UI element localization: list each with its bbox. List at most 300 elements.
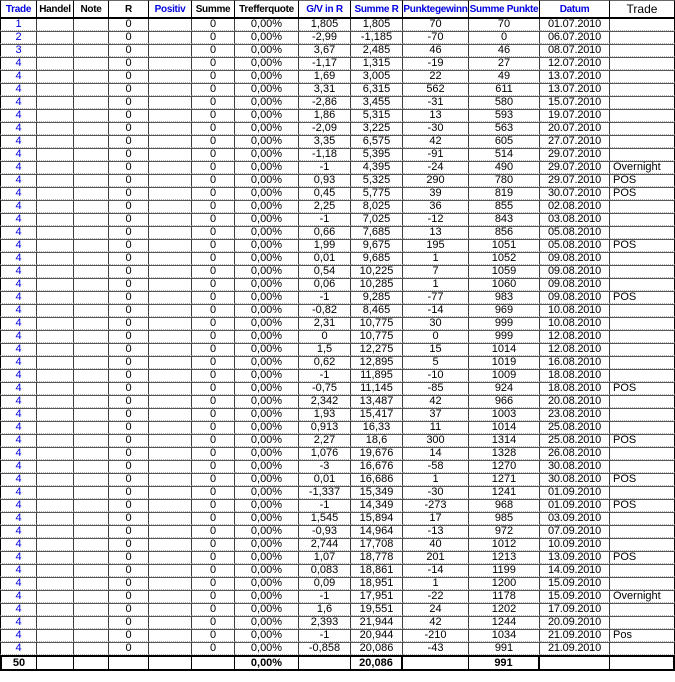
cell-positiv[interactable] xyxy=(149,551,192,564)
cell-trade[interactable]: 4 xyxy=(0,343,37,356)
cell-datum[interactable]: 01.09.2010 xyxy=(540,499,610,512)
cell-trade-type[interactable] xyxy=(610,486,675,499)
cell-punktegewinn[interactable]: 195 xyxy=(403,239,469,252)
cell-summe[interactable]: 0 xyxy=(192,57,235,70)
cell-handel[interactable] xyxy=(37,44,74,57)
cell-summe[interactable]: 0 xyxy=(192,551,235,564)
cell-datum[interactable]: 03.08.2010 xyxy=(540,213,610,226)
cell-note[interactable] xyxy=(74,291,109,304)
cell-positiv[interactable] xyxy=(149,577,192,590)
header-positiv[interactable]: Positiv xyxy=(149,0,192,19)
cell-trade[interactable]: 4 xyxy=(0,200,37,213)
cell-handel[interactable] xyxy=(37,629,74,642)
cell-note[interactable] xyxy=(74,395,109,408)
cell-trade-type[interactable] xyxy=(610,330,675,343)
cell-trefferquote[interactable]: 0,00% xyxy=(235,512,299,525)
cell-summe-r[interactable]: 5,775 xyxy=(351,187,403,200)
cell-gv-in-r[interactable]: -2,86 xyxy=(299,96,351,109)
cell-trade-type[interactable] xyxy=(610,460,675,473)
cell-trefferquote[interactable]: 0,00% xyxy=(235,317,299,330)
cell-summe-punkte[interactable]: 1270 xyxy=(469,460,540,473)
cell-handel[interactable] xyxy=(37,19,74,31)
cell-handel[interactable] xyxy=(37,96,74,109)
cell-r[interactable]: 0 xyxy=(109,70,149,83)
cell-positiv[interactable] xyxy=(149,19,192,31)
cell-trefferquote[interactable]: 0,00% xyxy=(235,96,299,109)
cell-punktegewinn[interactable]: 1 xyxy=(403,278,469,291)
cell-datum[interactable]: 13.09.2010 xyxy=(540,551,610,564)
cell-gv-in-r[interactable]: -0,93 xyxy=(299,525,351,538)
header-note[interactable]: Note xyxy=(74,0,109,19)
cell-trade[interactable]: 4 xyxy=(0,252,37,265)
cell-trade-type[interactable] xyxy=(610,304,675,317)
cell-trade-type[interactable] xyxy=(610,213,675,226)
cell-gv-in-r[interactable]: -2,99 xyxy=(299,31,351,44)
cell-trefferquote[interactable]: 0,00% xyxy=(235,538,299,551)
cell-trefferquote[interactable]: 0,00% xyxy=(235,19,299,31)
cell-punktegewinn[interactable]: 1 xyxy=(403,252,469,265)
cell-punktegewinn[interactable]: -14 xyxy=(403,564,469,577)
cell-trade[interactable]: 1 xyxy=(0,19,37,31)
total-positiv[interactable] xyxy=(149,655,192,671)
cell-trade-type[interactable] xyxy=(610,317,675,330)
cell-punktegewinn[interactable]: 22 xyxy=(403,70,469,83)
cell-summe-r[interactable]: 5,315 xyxy=(351,109,403,122)
cell-datum[interactable]: 02.08.2010 xyxy=(540,200,610,213)
cell-trefferquote[interactable]: 0,00% xyxy=(235,187,299,200)
cell-summe-r[interactable]: 3,005 xyxy=(351,70,403,83)
cell-r[interactable]: 0 xyxy=(109,187,149,200)
cell-gv-in-r[interactable]: 0,66 xyxy=(299,226,351,239)
header-trade[interactable]: Trade xyxy=(0,0,37,19)
cell-summe-r[interactable]: 10,775 xyxy=(351,330,403,343)
cell-summe-punkte[interactable]: 999 xyxy=(469,330,540,343)
cell-punktegewinn[interactable]: 201 xyxy=(403,551,469,564)
cell-note[interactable] xyxy=(74,330,109,343)
cell-summe-r[interactable]: 13,487 xyxy=(351,395,403,408)
cell-punktegewinn[interactable]: 1 xyxy=(403,577,469,590)
cell-trade[interactable]: 4 xyxy=(0,369,37,382)
cell-summe[interactable]: 0 xyxy=(192,317,235,330)
cell-summe-punkte[interactable]: 1178 xyxy=(469,590,540,603)
cell-datum[interactable]: 01.09.2010 xyxy=(540,486,610,499)
cell-punktegewinn[interactable]: 42 xyxy=(403,395,469,408)
cell-punktegewinn[interactable]: 13 xyxy=(403,226,469,239)
cell-summe[interactable]: 0 xyxy=(192,187,235,200)
cell-datum[interactable]: 09.08.2010 xyxy=(540,278,610,291)
cell-datum[interactable]: 13.07.2010 xyxy=(540,70,610,83)
header-gv-in-r[interactable]: G/V in R xyxy=(299,0,351,19)
cell-trefferquote[interactable]: 0,00% xyxy=(235,304,299,317)
cell-punktegewinn[interactable]: -10 xyxy=(403,369,469,382)
cell-trade[interactable]: 4 xyxy=(0,213,37,226)
cell-r[interactable]: 0 xyxy=(109,317,149,330)
cell-punktegewinn[interactable]: -85 xyxy=(403,382,469,395)
cell-summe-r[interactable]: 1,315 xyxy=(351,57,403,70)
cell-trade[interactable]: 4 xyxy=(0,629,37,642)
cell-datum[interactable]: 03.09.2010 xyxy=(540,512,610,525)
cell-positiv[interactable] xyxy=(149,499,192,512)
cell-r[interactable]: 0 xyxy=(109,19,149,31)
cell-note[interactable] xyxy=(74,122,109,135)
cell-positiv[interactable] xyxy=(149,616,192,629)
cell-datum[interactable]: 12.07.2010 xyxy=(540,57,610,70)
cell-r[interactable]: 0 xyxy=(109,161,149,174)
cell-punktegewinn[interactable]: -19 xyxy=(403,57,469,70)
cell-summe[interactable]: 0 xyxy=(192,135,235,148)
cell-handel[interactable] xyxy=(37,239,74,252)
cell-note[interactable] xyxy=(74,356,109,369)
cell-positiv[interactable] xyxy=(149,395,192,408)
cell-note[interactable] xyxy=(74,226,109,239)
cell-trade-type[interactable]: POS xyxy=(610,187,675,200)
cell-handel[interactable] xyxy=(37,473,74,486)
cell-note[interactable] xyxy=(74,70,109,83)
cell-handel[interactable] xyxy=(37,200,74,213)
cell-handel[interactable] xyxy=(37,538,74,551)
cell-note[interactable] xyxy=(74,265,109,278)
cell-note[interactable] xyxy=(74,499,109,512)
cell-gv-in-r[interactable]: 0,93 xyxy=(299,174,351,187)
cell-gv-in-r[interactable]: 0,913 xyxy=(299,421,351,434)
cell-trade-type[interactable]: POS xyxy=(610,239,675,252)
cell-datum[interactable]: 26.08.2010 xyxy=(540,447,610,460)
cell-gv-in-r[interactable]: 3,31 xyxy=(299,83,351,96)
cell-handel[interactable] xyxy=(37,161,74,174)
cell-trefferquote[interactable]: 0,00% xyxy=(235,564,299,577)
cell-trade[interactable]: 4 xyxy=(0,304,37,317)
cell-datum[interactable]: 23.08.2010 xyxy=(540,408,610,421)
cell-positiv[interactable] xyxy=(149,200,192,213)
cell-positiv[interactable] xyxy=(149,434,192,447)
cell-handel[interactable] xyxy=(37,642,74,655)
cell-summe-r[interactable]: 8,025 xyxy=(351,200,403,213)
cell-r[interactable]: 0 xyxy=(109,629,149,642)
cell-summe[interactable]: 0 xyxy=(192,590,235,603)
cell-gv-in-r[interactable]: 0,09 xyxy=(299,577,351,590)
cell-gv-in-r[interactable]: -1 xyxy=(299,369,351,382)
cell-datum[interactable]: 01.07.2010 xyxy=(540,19,610,31)
cell-gv-in-r[interactable]: -3 xyxy=(299,460,351,473)
cell-r[interactable]: 0 xyxy=(109,525,149,538)
cell-note[interactable] xyxy=(74,447,109,460)
cell-positiv[interactable] xyxy=(149,343,192,356)
cell-summe-r[interactable]: 9,285 xyxy=(351,291,403,304)
cell-datum[interactable]: 25.08.2010 xyxy=(540,434,610,447)
cell-summe[interactable]: 0 xyxy=(192,226,235,239)
cell-handel[interactable] xyxy=(37,187,74,200)
cell-summe[interactable]: 0 xyxy=(192,525,235,538)
cell-datum[interactable]: 14.09.2010 xyxy=(540,564,610,577)
cell-positiv[interactable] xyxy=(149,421,192,434)
cell-trade-type[interactable] xyxy=(610,135,675,148)
cell-r[interactable]: 0 xyxy=(109,395,149,408)
cell-summe[interactable]: 0 xyxy=(192,577,235,590)
cell-datum[interactable]: 15.07.2010 xyxy=(540,96,610,109)
cell-punktegewinn[interactable]: -91 xyxy=(403,148,469,161)
cell-handel[interactable] xyxy=(37,252,74,265)
cell-handel[interactable] xyxy=(37,174,74,187)
cell-note[interactable] xyxy=(74,317,109,330)
cell-datum[interactable]: 20.08.2010 xyxy=(540,395,610,408)
cell-summe-r[interactable]: 4,395 xyxy=(351,161,403,174)
cell-summe[interactable]: 0 xyxy=(192,382,235,395)
cell-summe-punkte[interactable]: 855 xyxy=(469,200,540,213)
cell-trefferquote[interactable]: 0,00% xyxy=(235,486,299,499)
cell-r[interactable]: 0 xyxy=(109,356,149,369)
cell-summe-r[interactable]: 18,861 xyxy=(351,564,403,577)
cell-r[interactable]: 0 xyxy=(109,447,149,460)
cell-trade[interactable]: 4 xyxy=(0,122,37,135)
cell-datum[interactable]: 12.08.2010 xyxy=(540,330,610,343)
cell-summe-punkte[interactable]: 1060 xyxy=(469,278,540,291)
cell-summe[interactable]: 0 xyxy=(192,447,235,460)
cell-trade[interactable]: 4 xyxy=(0,265,37,278)
cell-summe[interactable]: 0 xyxy=(192,265,235,278)
cell-handel[interactable] xyxy=(37,577,74,590)
cell-punktegewinn[interactable]: 39 xyxy=(403,187,469,200)
cell-trefferquote[interactable]: 0,00% xyxy=(235,239,299,252)
cell-trefferquote[interactable]: 0,00% xyxy=(235,369,299,382)
cell-handel[interactable] xyxy=(37,382,74,395)
cell-summe-r[interactable]: 6,575 xyxy=(351,135,403,148)
cell-note[interactable] xyxy=(74,304,109,317)
cell-positiv[interactable] xyxy=(149,187,192,200)
cell-summe-punkte[interactable]: 843 xyxy=(469,213,540,226)
cell-summe-punkte[interactable]: 611 xyxy=(469,83,540,96)
cell-handel[interactable] xyxy=(37,356,74,369)
cell-note[interactable] xyxy=(74,525,109,538)
cell-r[interactable]: 0 xyxy=(109,200,149,213)
cell-note[interactable] xyxy=(74,421,109,434)
cell-trefferquote[interactable]: 0,00% xyxy=(235,83,299,96)
cell-summe-punkte[interactable]: 1213 xyxy=(469,551,540,564)
cell-r[interactable]: 0 xyxy=(109,122,149,135)
cell-trefferquote[interactable]: 0,00% xyxy=(235,629,299,642)
cell-gv-in-r[interactable]: -0,858 xyxy=(299,642,351,655)
total-r[interactable] xyxy=(109,655,149,671)
cell-punktegewinn[interactable]: -22 xyxy=(403,590,469,603)
cell-r[interactable]: 0 xyxy=(109,577,149,590)
cell-summe-r[interactable]: 3,225 xyxy=(351,122,403,135)
cell-trade[interactable]: 4 xyxy=(0,408,37,421)
cell-positiv[interactable] xyxy=(149,525,192,538)
header-punktegewinn[interactable]: Punktegewinn xyxy=(403,0,469,19)
cell-positiv[interactable] xyxy=(149,291,192,304)
cell-gv-in-r[interactable]: -0,82 xyxy=(299,304,351,317)
cell-r[interactable]: 0 xyxy=(109,278,149,291)
cell-summe-r[interactable]: 18,951 xyxy=(351,577,403,590)
cell-summe-punkte[interactable]: 1051 xyxy=(469,239,540,252)
cell-trefferquote[interactable]: 0,00% xyxy=(235,395,299,408)
cell-summe[interactable]: 0 xyxy=(192,642,235,655)
cell-gv-in-r[interactable]: 0,06 xyxy=(299,278,351,291)
cell-positiv[interactable] xyxy=(149,252,192,265)
cell-datum[interactable]: 15.09.2010 xyxy=(540,590,610,603)
cell-gv-in-r[interactable]: -1 xyxy=(299,590,351,603)
cell-r[interactable]: 0 xyxy=(109,434,149,447)
cell-datum[interactable]: 29.07.2010 xyxy=(540,161,610,174)
cell-summe-punkte[interactable]: 70 xyxy=(469,19,540,31)
cell-datum[interactable]: 12.08.2010 xyxy=(540,343,610,356)
cell-trade[interactable]: 4 xyxy=(0,603,37,616)
cell-positiv[interactable] xyxy=(149,382,192,395)
cell-punktegewinn[interactable]: -77 xyxy=(403,291,469,304)
cell-summe[interactable]: 0 xyxy=(192,486,235,499)
cell-summe-punkte[interactable]: 983 xyxy=(469,291,540,304)
cell-positiv[interactable] xyxy=(149,109,192,122)
cell-summe[interactable]: 0 xyxy=(192,19,235,31)
cell-positiv[interactable] xyxy=(149,447,192,460)
cell-positiv[interactable] xyxy=(149,31,192,44)
cell-gv-in-r[interactable]: 2,393 xyxy=(299,616,351,629)
cell-punktegewinn[interactable]: 70 xyxy=(403,19,469,31)
cell-gv-in-r[interactable]: 0,083 xyxy=(299,564,351,577)
cell-summe-punkte[interactable]: 856 xyxy=(469,226,540,239)
cell-summe[interactable]: 0 xyxy=(192,122,235,135)
cell-note[interactable] xyxy=(74,96,109,109)
cell-punktegewinn[interactable]: -13 xyxy=(403,525,469,538)
cell-note[interactable] xyxy=(74,486,109,499)
cell-summe-punkte[interactable]: 924 xyxy=(469,382,540,395)
cell-trefferquote[interactable]: 0,00% xyxy=(235,57,299,70)
cell-trade[interactable]: 4 xyxy=(0,590,37,603)
cell-summe[interactable]: 0 xyxy=(192,460,235,473)
cell-trade-type[interactable] xyxy=(610,642,675,655)
cell-summe-r[interactable]: 5,395 xyxy=(351,148,403,161)
cell-summe[interactable]: 0 xyxy=(192,148,235,161)
cell-datum[interactable]: 10.08.2010 xyxy=(540,304,610,317)
cell-gv-in-r[interactable]: -1,337 xyxy=(299,486,351,499)
cell-trefferquote[interactable]: 0,00% xyxy=(235,356,299,369)
cell-summe-punkte[interactable]: 593 xyxy=(469,109,540,122)
cell-note[interactable] xyxy=(74,187,109,200)
cell-trade[interactable]: 4 xyxy=(0,447,37,460)
cell-punktegewinn[interactable]: 300 xyxy=(403,434,469,447)
cell-trefferquote[interactable]: 0,00% xyxy=(235,525,299,538)
cell-summe[interactable]: 0 xyxy=(192,629,235,642)
cell-trefferquote[interactable]: 0,00% xyxy=(235,642,299,655)
cell-r[interactable]: 0 xyxy=(109,239,149,252)
cell-trade-type[interactable] xyxy=(610,31,675,44)
cell-trade[interactable]: 4 xyxy=(0,226,37,239)
cell-punktegewinn[interactable]: 14 xyxy=(403,447,469,460)
cell-trade-type[interactable]: POS xyxy=(610,382,675,395)
cell-summe-punkte[interactable]: 1014 xyxy=(469,421,540,434)
cell-trade[interactable]: 4 xyxy=(0,187,37,200)
cell-trade[interactable]: 4 xyxy=(0,551,37,564)
cell-note[interactable] xyxy=(74,473,109,486)
cell-handel[interactable] xyxy=(37,486,74,499)
cell-datum[interactable]: 30.08.2010 xyxy=(540,460,610,473)
cell-gv-in-r[interactable]: 0,54 xyxy=(299,265,351,278)
cell-summe[interactable]: 0 xyxy=(192,213,235,226)
total-trade[interactable]: 50 xyxy=(0,655,37,671)
cell-summe-punkte[interactable]: 972 xyxy=(469,525,540,538)
cell-note[interactable] xyxy=(74,408,109,421)
cell-positiv[interactable] xyxy=(149,603,192,616)
cell-note[interactable] xyxy=(74,174,109,187)
cell-positiv[interactable] xyxy=(149,44,192,57)
cell-gv-in-r[interactable]: 1,076 xyxy=(299,447,351,460)
cell-gv-in-r[interactable]: 1,5 xyxy=(299,343,351,356)
cell-r[interactable]: 0 xyxy=(109,304,149,317)
cell-trefferquote[interactable]: 0,00% xyxy=(235,473,299,486)
cell-summe-punkte[interactable]: 819 xyxy=(469,187,540,200)
cell-note[interactable] xyxy=(74,369,109,382)
cell-summe-punkte[interactable]: 27 xyxy=(469,57,540,70)
cell-r[interactable]: 0 xyxy=(109,551,149,564)
cell-handel[interactable] xyxy=(37,564,74,577)
cell-trade-type[interactable]: POS xyxy=(610,291,675,304)
cell-r[interactable]: 0 xyxy=(109,369,149,382)
cell-datum[interactable]: 13.07.2010 xyxy=(540,83,610,96)
cell-datum[interactable]: 07.09.2010 xyxy=(540,525,610,538)
cell-gv-in-r[interactable]: 2,342 xyxy=(299,395,351,408)
cell-trefferquote[interactable]: 0,00% xyxy=(235,330,299,343)
cell-punktegewinn[interactable]: 15 xyxy=(403,343,469,356)
cell-trade[interactable]: 4 xyxy=(0,395,37,408)
cell-trade[interactable]: 4 xyxy=(0,525,37,538)
cell-summe[interactable]: 0 xyxy=(192,44,235,57)
cell-trade-type[interactable] xyxy=(610,616,675,629)
cell-datum[interactable]: 09.08.2010 xyxy=(540,265,610,278)
cell-trefferquote[interactable]: 0,00% xyxy=(235,31,299,44)
cell-trade[interactable]: 4 xyxy=(0,109,37,122)
cell-punktegewinn[interactable]: 36 xyxy=(403,200,469,213)
cell-datum[interactable]: 25.08.2010 xyxy=(540,421,610,434)
cell-trade-type[interactable] xyxy=(610,343,675,356)
cell-trefferquote[interactable]: 0,00% xyxy=(235,252,299,265)
cell-punktegewinn[interactable]: 7 xyxy=(403,265,469,278)
cell-handel[interactable] xyxy=(37,213,74,226)
cell-positiv[interactable] xyxy=(149,642,192,655)
cell-positiv[interactable] xyxy=(149,486,192,499)
cell-gv-in-r[interactable]: 1,99 xyxy=(299,239,351,252)
cell-handel[interactable] xyxy=(37,31,74,44)
cell-positiv[interactable] xyxy=(149,460,192,473)
cell-punktegewinn[interactable]: -14 xyxy=(403,304,469,317)
cell-trade[interactable]: 4 xyxy=(0,356,37,369)
cell-trade[interactable]: 4 xyxy=(0,135,37,148)
cell-trade[interactable]: 4 xyxy=(0,161,37,174)
cell-trade-type[interactable] xyxy=(610,122,675,135)
cell-datum[interactable]: 09.08.2010 xyxy=(540,291,610,304)
cell-summe-r[interactable]: 16,686 xyxy=(351,473,403,486)
cell-trade-type[interactable]: Overnight xyxy=(610,590,675,603)
cell-datum[interactable]: 30.07.2010 xyxy=(540,187,610,200)
cell-trefferquote[interactable]: 0,00% xyxy=(235,109,299,122)
cell-r[interactable]: 0 xyxy=(109,421,149,434)
cell-trade-type[interactable]: POS xyxy=(610,473,675,486)
cell-trefferquote[interactable]: 0,00% xyxy=(235,161,299,174)
cell-summe-punkte[interactable]: 580 xyxy=(469,96,540,109)
cell-summe[interactable]: 0 xyxy=(192,408,235,421)
cell-gv-in-r[interactable]: 1,6 xyxy=(299,603,351,616)
cell-datum[interactable]: 30.08.2010 xyxy=(540,473,610,486)
cell-summe-punkte[interactable]: 780 xyxy=(469,174,540,187)
cell-gv-in-r[interactable]: -2,09 xyxy=(299,122,351,135)
cell-r[interactable]: 0 xyxy=(109,382,149,395)
cell-summe-punkte[interactable]: 1019 xyxy=(469,356,540,369)
header-summe-r[interactable]: Summe R xyxy=(351,0,403,19)
cell-trefferquote[interactable]: 0,00% xyxy=(235,577,299,590)
cell-trefferquote[interactable]: 0,00% xyxy=(235,421,299,434)
cell-summe-r[interactable]: 20,086 xyxy=(351,642,403,655)
cell-summe-punkte[interactable]: 563 xyxy=(469,122,540,135)
cell-handel[interactable] xyxy=(37,122,74,135)
cell-summe-r[interactable]: 6,315 xyxy=(351,83,403,96)
